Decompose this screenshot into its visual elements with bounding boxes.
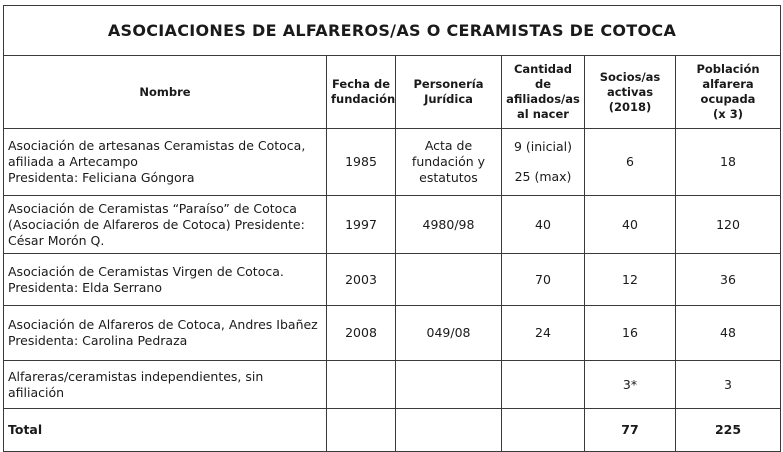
header-cantidad-line: afiliados/as	[506, 92, 580, 106]
header-fecha-line: fundación	[331, 92, 396, 106]
cell-personeria: 049/08	[396, 306, 502, 361]
header-personeria-line: Jurídica	[424, 92, 473, 106]
cantidad-inicial: 9 (inicial)	[513, 139, 573, 154]
total-poblacion: 225	[676, 409, 781, 452]
header-cantidad-line: Cantidad de	[513, 62, 573, 91]
title-row	[4, 6, 781, 56]
cell-socios: 6	[585, 129, 676, 196]
cell-cantidad	[502, 129, 585, 196]
header-socios-line: (2018)	[608, 99, 652, 114]
nombre-line: (Asociación de Alfareros de Cotoca) Presidente:	[8, 216, 305, 232]
header-fecha-line: Fecha de	[332, 77, 390, 91]
cell-socios: 40	[585, 196, 676, 254]
header-socios-line: Socios/as	[599, 69, 661, 84]
header-socios-line: activas	[606, 84, 654, 99]
header-poblacion-line: alfarera	[702, 77, 754, 91]
nombre-line: Alfareras/ceramistas independientes, sin afiliación	[8, 368, 264, 400]
total-cantidad	[502, 409, 585, 452]
cell-personeria: 4980/98	[396, 196, 502, 254]
cell-nombre	[4, 254, 327, 306]
personeria-line: Acta de	[424, 138, 473, 153]
cell-fecha: 2003	[327, 254, 396, 306]
personeria-line: fundación y	[411, 154, 486, 169]
nombre-line: Presidenta: Feliciana Góngora	[8, 170, 195, 185]
cell-socios: 3*	[585, 361, 676, 409]
cell-cantidad: 70	[502, 254, 585, 306]
cell-nombre	[4, 129, 327, 196]
header-row	[4, 56, 781, 129]
table-row	[4, 361, 781, 409]
total-fecha	[327, 409, 396, 452]
table-row	[4, 129, 781, 196]
cell-fecha: 2008	[327, 306, 396, 361]
header-poblacion	[676, 56, 781, 129]
cell-personeria	[396, 254, 502, 306]
total-socios: 77	[585, 409, 676, 452]
table-row	[4, 196, 781, 254]
total-row	[4, 409, 781, 452]
cell-fecha	[327, 361, 396, 409]
total-personeria	[396, 409, 502, 452]
cantidad-spacer	[506, 155, 580, 169]
table-row	[4, 306, 781, 361]
cell-nombre	[4, 361, 327, 409]
header-cantidad-line: al nacer	[517, 107, 569, 121]
header-socios	[585, 56, 676, 129]
cell-cantidad: 24	[502, 306, 585, 361]
cell-socios: 16	[585, 306, 676, 361]
cell-poblacion: 120	[676, 196, 781, 254]
nombre-line: César Morón Q.	[8, 232, 105, 248]
nombre-line: Asociación de Ceramistas “Paraíso” de Cotoca	[8, 200, 297, 216]
cell-poblacion: 48	[676, 306, 781, 361]
header-cantidad	[502, 56, 585, 129]
header-poblacion-line: (x 3)	[713, 107, 743, 121]
nombre-line: Presidenta: Elda Serrano	[8, 279, 163, 295]
personeria-line: estatutos	[419, 170, 478, 185]
header-personeria-line: Personería	[413, 77, 484, 91]
header-fecha	[327, 56, 396, 129]
table-title: ASOCIACIONES DE ALFAREROS/AS O CERAMISTAS DE COTOCA	[4, 6, 781, 56]
associations-table	[3, 5, 781, 452]
nombre-line: Presidenta: Carolina Pedraza	[8, 333, 188, 348]
table-row	[4, 254, 781, 306]
cell-poblacion: 18	[676, 129, 781, 196]
cell-poblacion: 36	[676, 254, 781, 306]
header-poblacion-line: ocupada	[700, 92, 756, 106]
cell-cantidad: 40	[502, 196, 585, 254]
nombre-line: Asociación de Ceramistas Virgen de Cotoca.	[8, 263, 284, 279]
header-nombre: Nombre	[4, 56, 327, 129]
cell-personeria	[396, 129, 502, 196]
cell-personeria	[396, 361, 502, 409]
total-label: Total	[4, 409, 327, 452]
cell-fecha: 1997	[327, 196, 396, 254]
cell-fecha: 1985	[327, 129, 396, 196]
cell-socios: 12	[585, 254, 676, 306]
cell-nombre	[4, 306, 327, 361]
nombre-line: afiliada a Artecampo	[8, 154, 138, 169]
nombre-line: Asociación de Alfareros de Cotoca, Andres Ibañez	[8, 317, 318, 332]
cell-nombre	[4, 196, 327, 254]
cell-poblacion: 3	[676, 361, 781, 409]
header-personeria	[396, 56, 502, 129]
nombre-line: Asociación de artesanas Ceramistas de Cotoca,	[8, 138, 306, 153]
header-poblacion-line: Población	[696, 62, 760, 76]
cantidad-max: 25 (max)	[514, 169, 572, 184]
cell-cantidad	[502, 361, 585, 409]
